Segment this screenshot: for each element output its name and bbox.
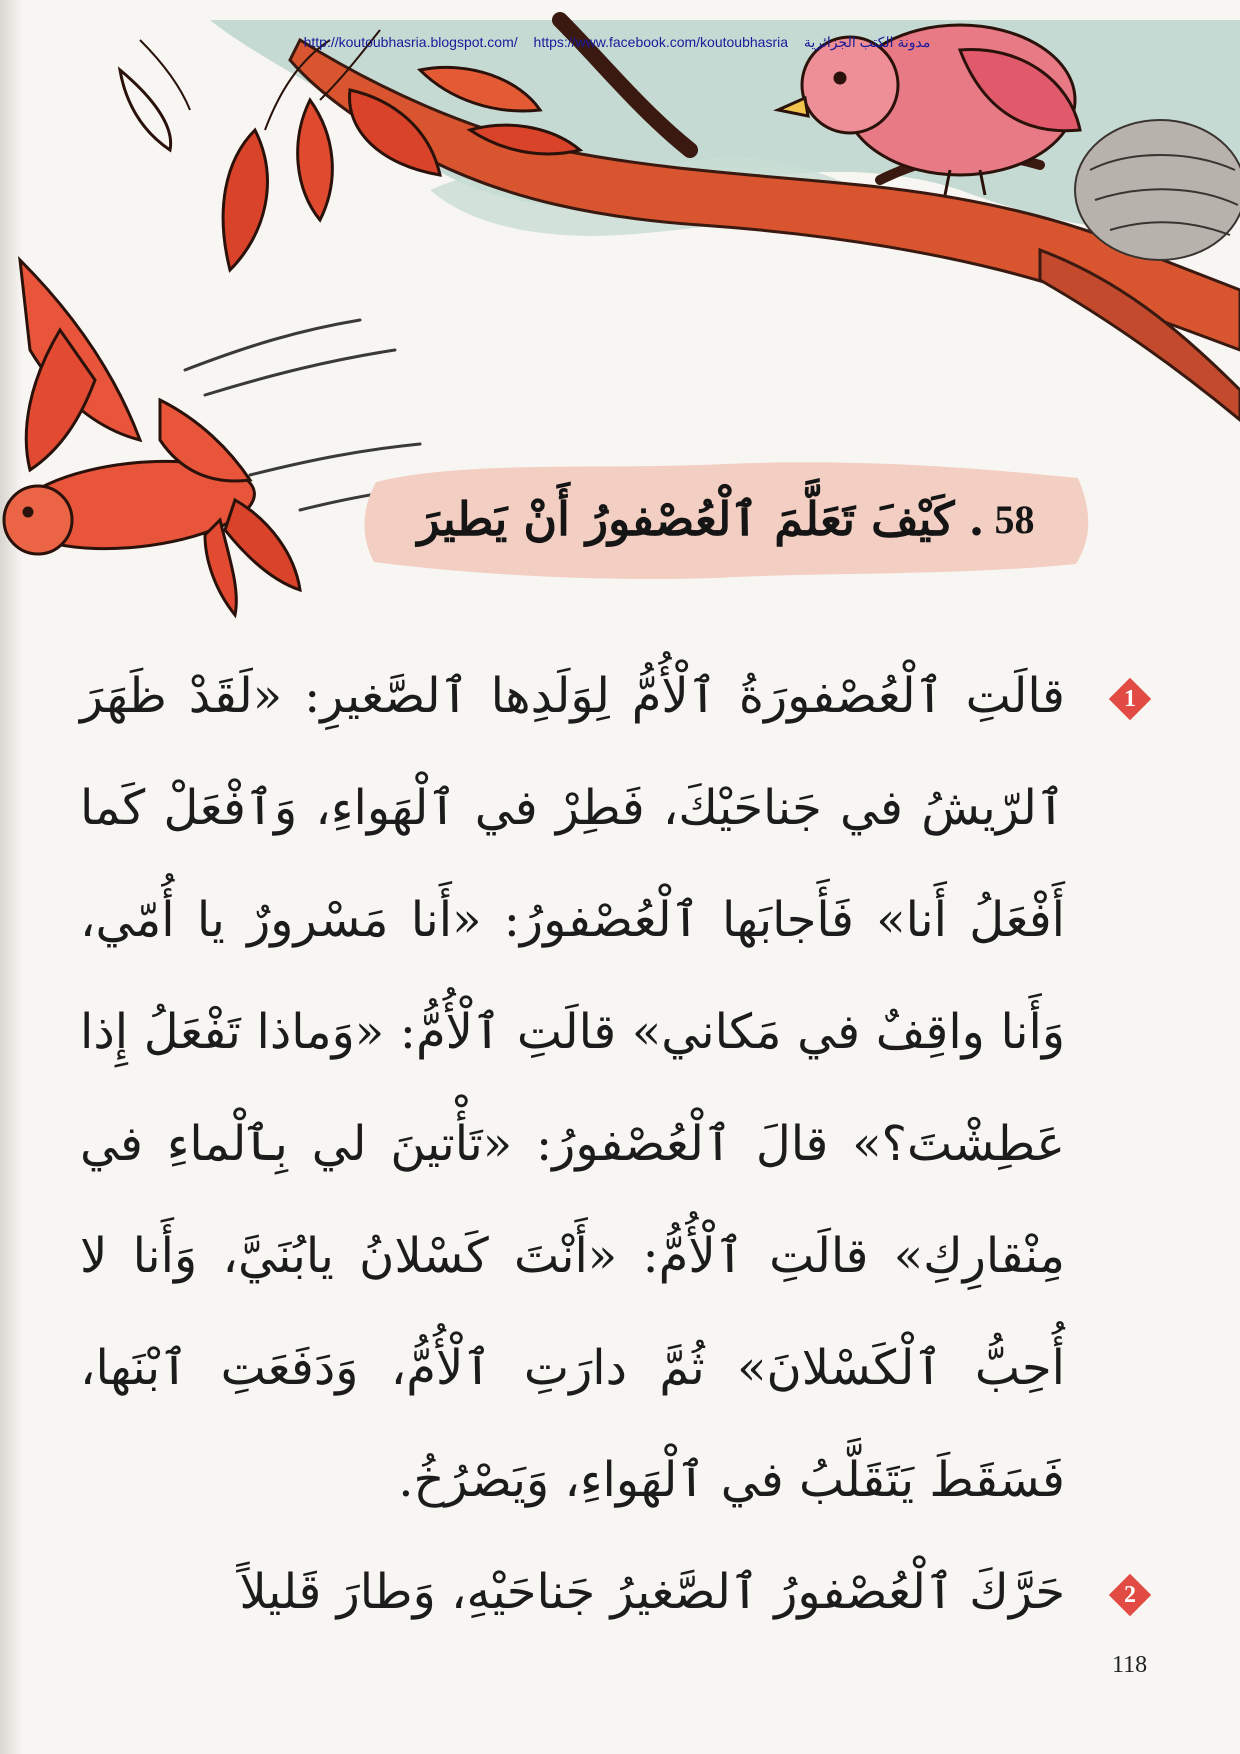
flying-bird-head <box>4 486 72 554</box>
lesson-title-banner <box>356 452 1096 586</box>
page-number: 118 <box>1112 1652 1148 1678</box>
site-name-arabic: مدونة الكتب الجزائرية <box>803 34 931 50</box>
pink-bird-head <box>802 37 898 133</box>
lesson-heading <box>356 452 1096 586</box>
flying-bird-eye <box>24 508 32 516</box>
leaf <box>223 130 267 270</box>
leaf <box>298 100 333 220</box>
facebook-url-link[interactable]: https://www.facebook.com/koutoubhasria <box>533 34 788 50</box>
paragraph-1-text: قالَتِ ٱلْعُصْفورَةُ ٱلْأُمُّ لِوَلَدِها ٱلصَّغيرِ: «لَقَدْ ظَهَرَ ٱلرّيشُ في جَناحَيْكَ، فَطِرْ في ٱلْهَواءِ، وَٱفْعَلْ كَما أَفْعَلُ أَنا» فَأَجابَها ٱلْعُصْفورُ: «أَنا مَسْرورٌ يا أُمّي، وَأَنا واقِفٌ في مَكاني» قالَتِ ٱلْأُمُّ: «وَماذا تَفْعَلُ إِذا عَطِشْتَ؟» قالَ ٱلْعُصْفورُ: «تَأْتينَ لي بِٱلْماءِ في مِنْقارِكِ» قالَتِ ٱلْأُمُّ: «أَنْتَ كَسْلانُ يابُنَيَّ، وَأَنا لا أُحِبُّ ٱلْكَسْلانَ» ثُمَّ دارَتِ ٱلْأُمُّ، وَدَفَعَتِ ٱبْنَها، فَسَقَطَ يَتَقَلَّبُ في ٱلْهَواءِ، وَيَصْرُخُ. <box>80 668 1065 1508</box>
story-text <box>80 640 1155 1648</box>
header-url-line <box>0 34 1240 51</box>
blog-url-link[interactable]: http://koutoubhasria.blogspot.com/ <box>303 34 518 50</box>
paragraph-marker-2: 2 <box>1105 1570 1155 1620</box>
lesson-number-dot: . <box>968 492 985 546</box>
paragraph-1 <box>80 640 1155 1536</box>
pink-bird-eye <box>835 73 845 83</box>
lesson-title: كَيْفَ تَعَلَّمَ ٱلْعُصْفورُ أَنْ يَطيرَ <box>417 492 955 546</box>
paragraph-2-text: حَرَّكَ ٱلْعُصْفورُ ٱلصَّغيرُ جَناحَيْهِ، وَطارَ قَليلاً <box>239 1564 1065 1620</box>
nest <box>1075 120 1240 260</box>
flying-bird <box>4 260 300 615</box>
paragraph-2 <box>80 1536 1155 1648</box>
paragraph-marker-1: 1 <box>1105 674 1155 724</box>
flying-bird-tail <box>225 500 300 590</box>
lesson-number: 58 <box>994 496 1035 542</box>
leaf <box>120 70 171 150</box>
